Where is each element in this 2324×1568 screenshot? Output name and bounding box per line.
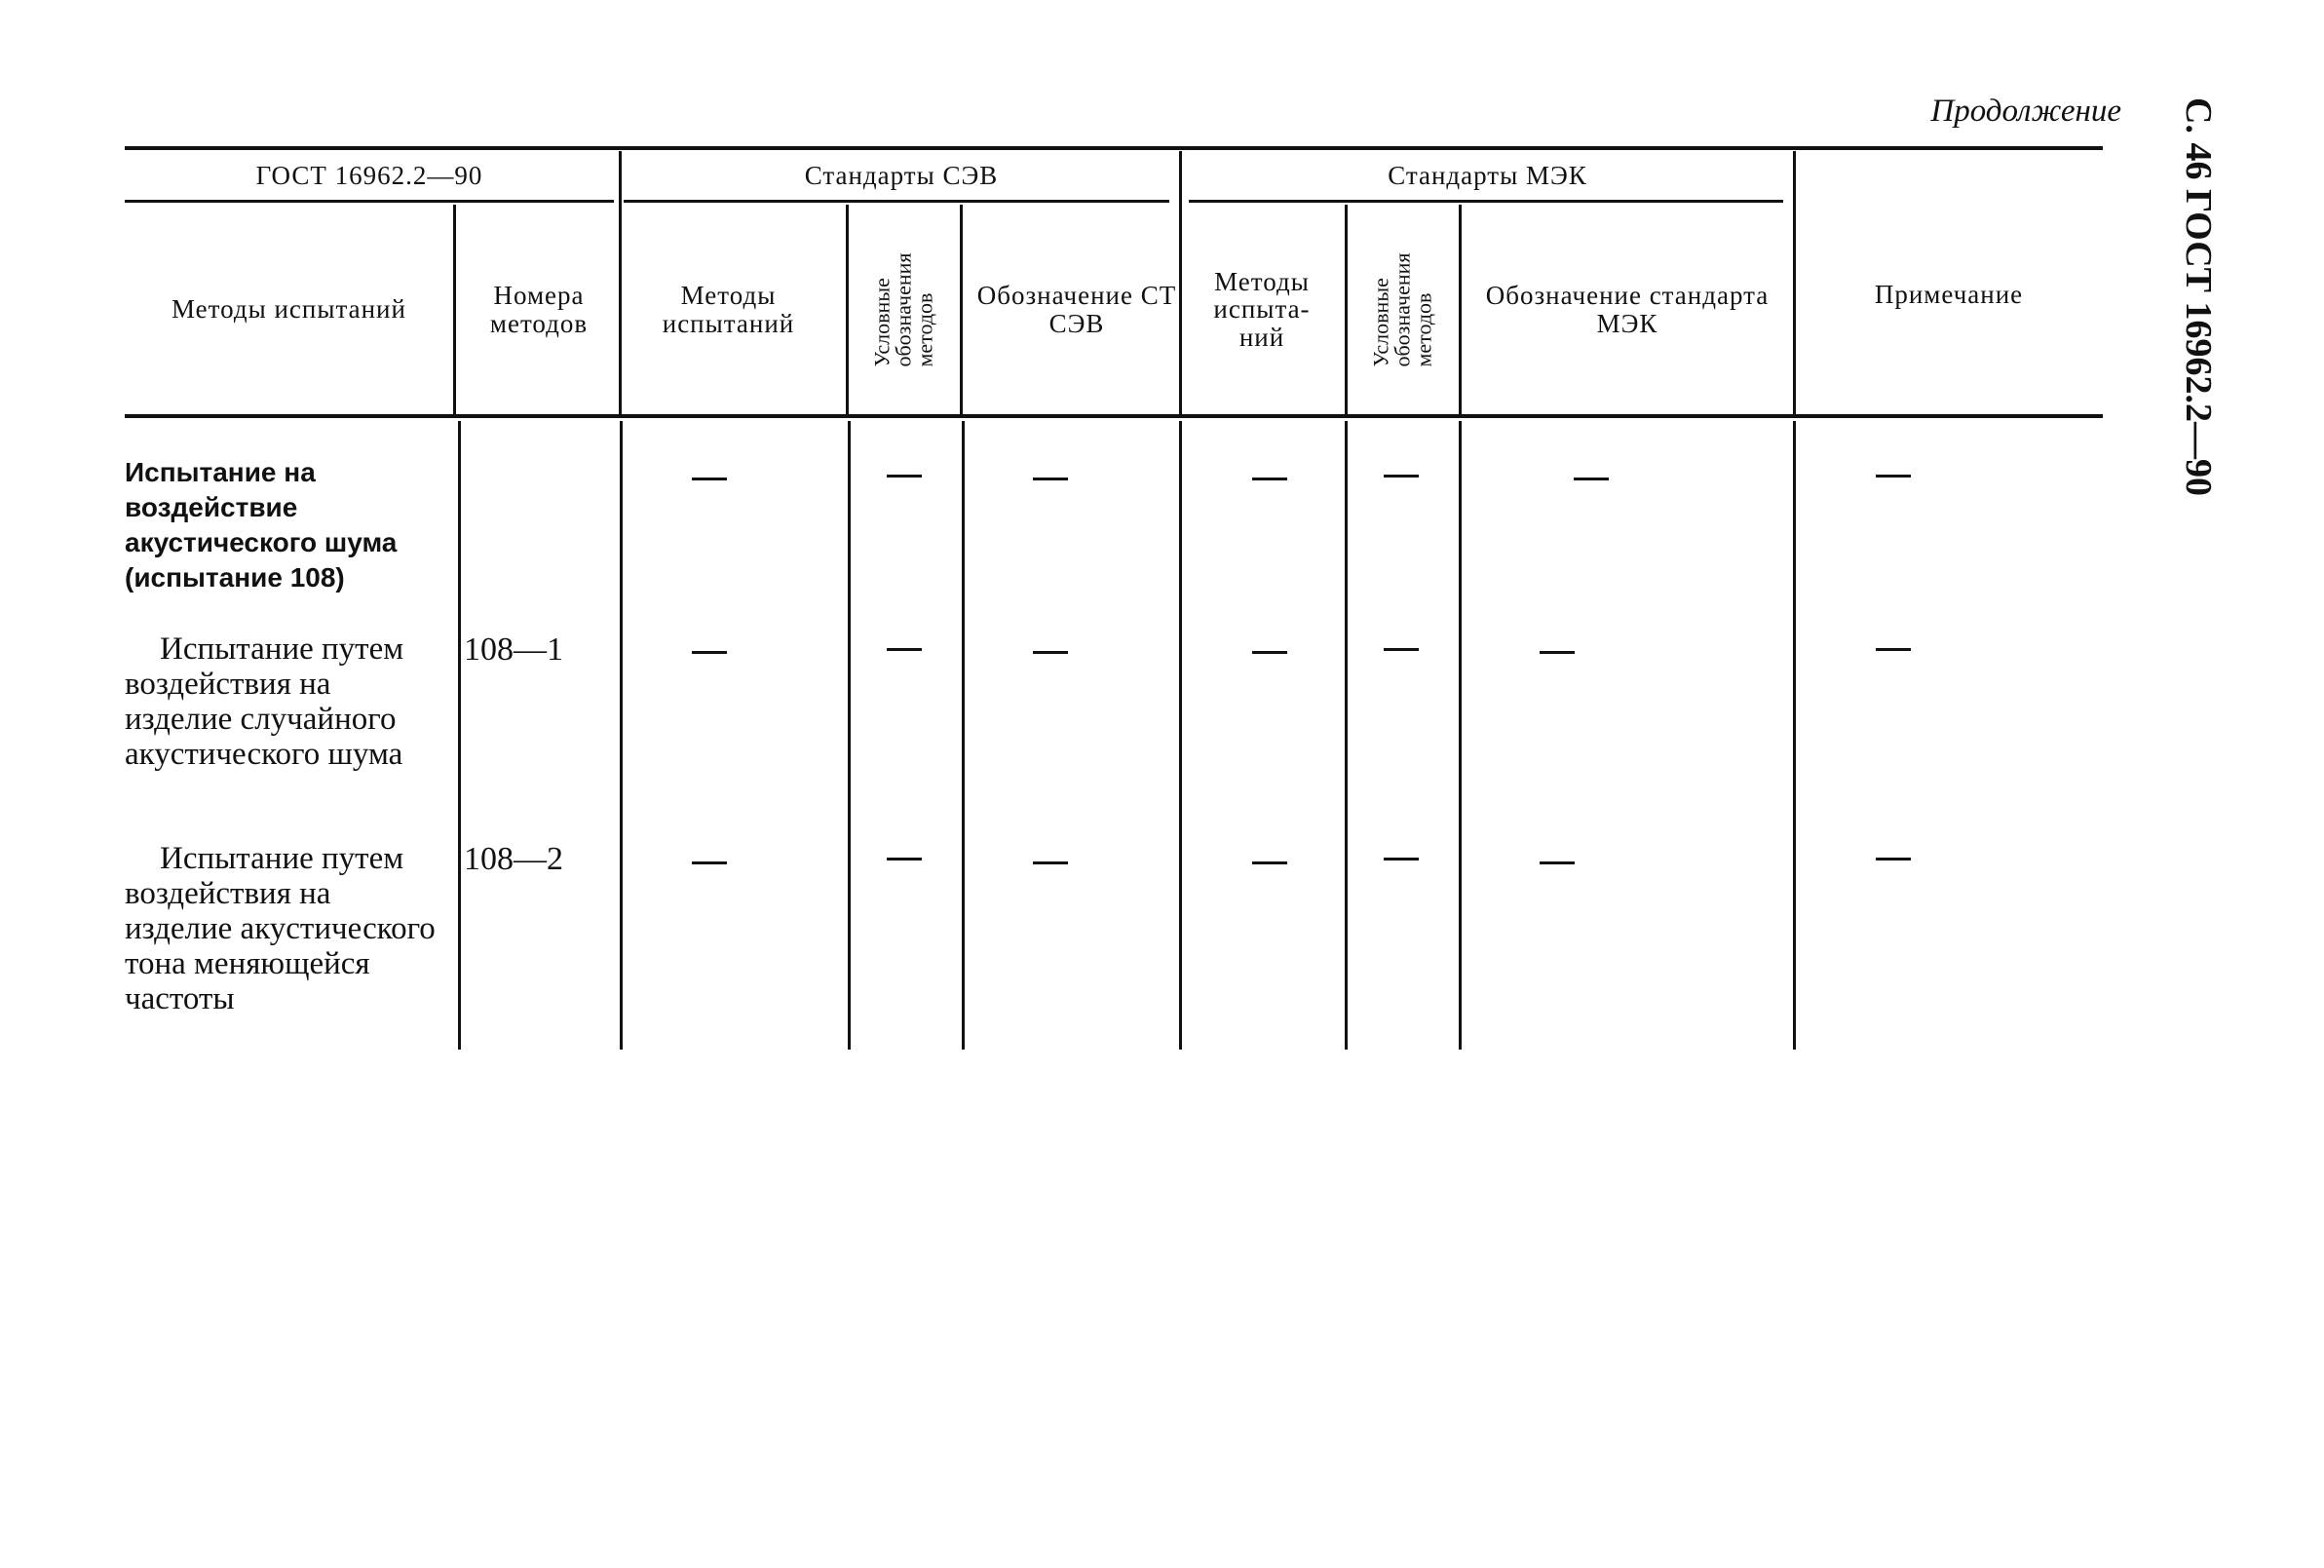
group-rule-sev bbox=[624, 200, 1169, 203]
col-header-sev-designation: Обозначение СТ СЭВ bbox=[976, 281, 1177, 338]
empty-dash bbox=[1540, 651, 1575, 654]
group-header-sev: Стандарты СЭВ bbox=[804, 160, 999, 190]
col-line bbox=[1459, 421, 1462, 1050]
row-method: Испытание путем воздействия на изделие акустического тона меняющейся частоты bbox=[125, 841, 436, 1016]
empty-dash bbox=[1876, 648, 1911, 651]
empty-dash bbox=[1384, 648, 1419, 651]
col-header-iec-methods: Методы испыта-ний bbox=[1213, 266, 1311, 352]
empty-dash bbox=[887, 648, 922, 651]
empty-dash bbox=[1252, 651, 1287, 654]
col-header-sev-methods: Методы испытаний bbox=[662, 281, 795, 338]
empty-dash bbox=[1033, 651, 1068, 654]
group-rule-iec bbox=[1189, 200, 1783, 203]
empty-dash bbox=[1876, 475, 1911, 478]
row-number: 108—2 bbox=[464, 841, 563, 877]
empty-dash bbox=[1384, 858, 1419, 860]
col-line bbox=[619, 151, 622, 414]
col-line bbox=[848, 421, 851, 1050]
col-line bbox=[620, 421, 623, 1050]
col-line bbox=[458, 421, 461, 1050]
empty-dash bbox=[1033, 861, 1068, 864]
top-rule bbox=[125, 146, 2103, 150]
col-line bbox=[1793, 151, 1796, 414]
empty-dash bbox=[1574, 478, 1609, 480]
col-line bbox=[453, 205, 456, 414]
empty-dash bbox=[692, 478, 727, 480]
group-header-iec: Стандарты МЭК bbox=[1388, 160, 1587, 190]
empty-dash bbox=[1033, 478, 1068, 480]
row-method: Испытание путем воздействия на изделие случайного акустического шума bbox=[125, 631, 404, 772]
empty-dash bbox=[1252, 478, 1287, 480]
empty-dash bbox=[887, 858, 922, 860]
col-line bbox=[1345, 421, 1348, 1050]
row-number: 108—1 bbox=[464, 631, 563, 668]
group-header-gost: ГОСТ 16962.2—90 bbox=[255, 160, 483, 190]
col-header-sev-conditional: Условные обозначения методов bbox=[870, 251, 938, 367]
col-line bbox=[1459, 205, 1462, 414]
col-line bbox=[960, 205, 963, 414]
col-header-iec-conditional: Условные обозначения методов bbox=[1369, 251, 1437, 367]
header-bottom-rule bbox=[125, 414, 2103, 418]
col-header-methods: Методы испытаний bbox=[171, 294, 406, 325]
col-header-numbers: Номера методов bbox=[489, 281, 589, 338]
group-rule-gost bbox=[125, 200, 614, 203]
col-header-iec-designation: Обозначение стандарта МЭК bbox=[1485, 281, 1770, 338]
continuation-label: Продолжение bbox=[1930, 94, 2121, 129]
col-header-note: Примечание bbox=[1874, 280, 2024, 310]
row-method-group: Испытание на воздействие акустического шума (испытание 108) bbox=[125, 457, 398, 593]
page-side-header: С. 46 ГОСТ 16962.2—90 bbox=[2178, 97, 2219, 496]
empty-dash bbox=[1252, 861, 1287, 864]
empty-dash bbox=[692, 651, 727, 654]
empty-dash bbox=[692, 861, 727, 864]
empty-dash bbox=[887, 475, 922, 478]
col-line bbox=[962, 421, 965, 1050]
col-line bbox=[1793, 421, 1796, 1050]
col-line bbox=[1179, 421, 1182, 1050]
empty-dash bbox=[1876, 858, 1911, 860]
empty-dash bbox=[1540, 861, 1575, 864]
empty-dash bbox=[1384, 475, 1419, 478]
